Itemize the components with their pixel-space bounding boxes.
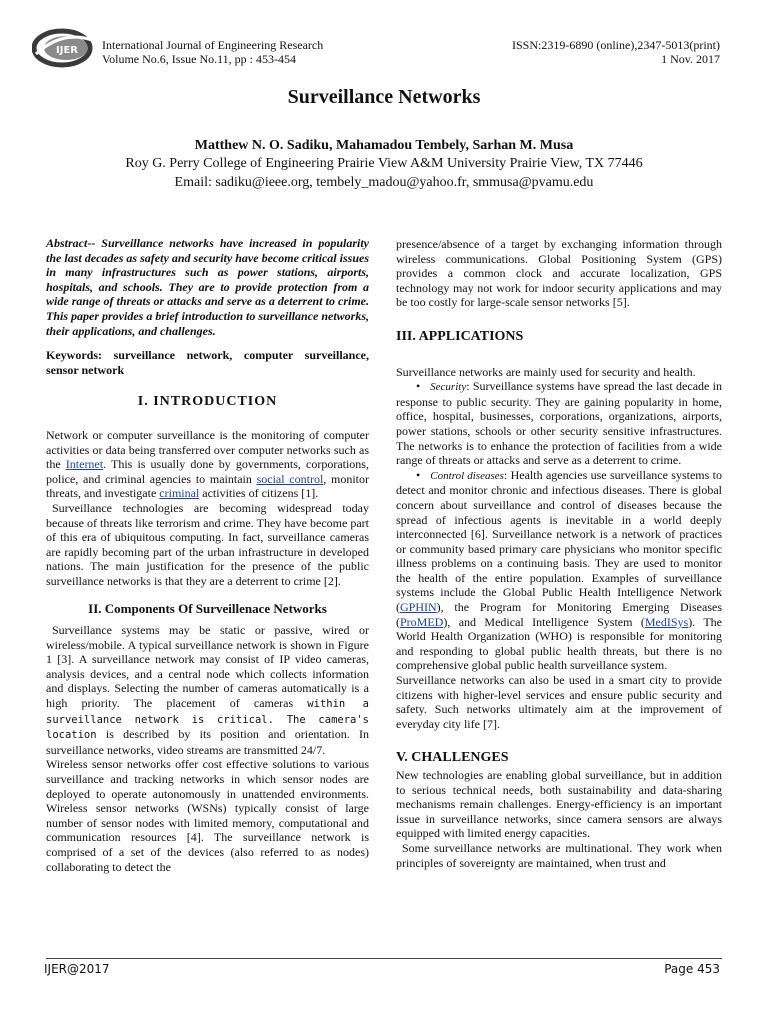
intro-paragraph-2: Surveillance technologies are becoming widespread today because of threats like terrorism and crime. They have become part of this era of ubiquitous computing. In fact, surveillance cameras are rapidly becoming part of the urban infrastructure in developed nations. The main justification for the presence of the public surveillance networks is that they are a deterrent to crime [2]. [46,500,369,588]
paper-email: Email: sadiku@ieee.org, tembely_madou@yahoo.fr, smmusa@pvamu.edu [174,175,594,190]
svg-text:IJER: IJER [56,45,78,56]
link-criminal[interactable]: criminal [159,486,200,501]
paper-authors: Matthew N. O. Sadiku, Mahamadou Tembely, Sarhan M. Musa [194,138,574,153]
bullet-security: • Security: Surveillance systems have spread the last decade in response to public security. They are gaining popularity in home, office, hospital, businesses, corporations, organizations, airports, power stations, schools or other security sensitive infrastructures. The networks is to enhance the protection of facilities from a wide range of threats or attacks and serve as a deterrent to crime. [396,379,723,468]
bullet-icon: • [416,379,421,394]
section-heading-components: II. Components Of Surveillenace Networks [88,601,327,617]
challenges-paragraph-1: New technologies are enabling global surveillance, but in addition to serious technical needs, both sustainability and data-sharing mechanisms remain challenges. Energy-efficiency is an important issue in surveillance networks, since camera sensors are always equipped with limited energy capacities. [396,768,722,841]
intro-paragraph-1: Network or computer surveillance is the monitoring of computer activities or data being transferred over computer networks such as the Internet. This is usually done by governments, corporations, police, and criminal agencies to maintain social control, monitor threats, and investigate criminal activities of citizens [1]. [46,427,369,501]
paper-title: Surveillance Networks [287,86,481,108]
journal-volume: Volume No.6, Issue No.11, pp : 453-454 [102,52,296,66]
journal-issn-block [512,38,720,66]
journal-date: 1 Nov. 2017 [661,52,720,66]
bullet-control-diseases: • Control diseases: Health agencies use surveillance systems to detect and monitor chronic and infectious diseases. There is global concern about surveillance and control of diseases because the spread of infectious agents is inevitable in a world deeply interconnected [6]. Surveillance network is a network of practices or community based primary care physicians who monitor specific illness problems on a continuing basis. They are used to monitor the health of the entire population. Examples of surveillance systems include the Global Public Health Intelligence Network (GPHIN), the Program for Monitoring Emerging Diseases (ProMED), and Medical Intelligence System (MedISys). The World Health Organization (WHO) is responsible for monitoring and responding to global public health threats, but there is no comprehensive global public health surveillance system. [396,467,723,673]
section-heading-applications: III. APPLICATIONS [396,328,524,344]
abstract: Abstract-- Surveillance networks have increased in popularity the last decades as safety and security have become critical issues in many infrastructures such as power stations, airports, hospitals, and schools. They are to provide protection from a wide range of threats or attacks and serve as a deterrent to crime. This paper provides a brief introduction to surveillance networks, their applications, and challenges. [46,236,370,338]
footer-page-number: Page 453 [664,962,720,976]
left-column [46,236,369,874]
section-heading-introduction: I. INTRODUCTION [137,394,278,410]
right-column [396,237,722,870]
journal-name: International Journal of Engineering Research [102,38,324,52]
link-internet[interactable]: Internet [65,457,104,472]
components-paragraph-2: Wireless sensor networks offer cost effective solutions to various surveillance and tracking networks in which sensor nodes are deployed to operate autonomously in unattended environments. Wireless sensor networks (WSNs) typically consist of large number of sensor nodes with limited memory, computational and communication resources [4]. The surveillance network is comprised of a set of the devices (also referred to as nodes) collaborating to detect the [46,757,369,874]
footer-copyright: IJER@2017 [44,962,110,976]
link-gphin[interactable]: GPHIN [400,600,437,615]
applications-intro: Surveillance networks are mainly used for security and health. [396,364,696,379]
smart-city-paragraph: Surveillance networks can also be used in a smart city to provide citizens with higher-level services and ensure public security and safety. Such networks ultimately aim at the improvement of everyday city life [7]. [396,673,722,731]
keywords: Keywords: surveillance network, computer surveillance, sensor network [46,348,369,377]
journal-logo [32,28,96,68]
bullet-icon: • [416,467,421,482]
section-heading-challenges: V. CHALLENGES [396,750,509,766]
continued-paragraph: presence/absence of a target by exchanging information through wireless communications. Global Positioning System (GPS) provides a common clock and accurate localization, GPS technology may not work for indoor security applications and may be too costly for large-scale sensor networks [5]. [396,237,722,310]
challenges-paragraph-2: Some surveillance networks are multinational. They work when principles of sovereignty are maintained, when trust and [396,840,722,870]
footer-divider [46,958,722,959]
link-medisys[interactable]: MedISys [644,614,689,629]
link-social-control[interactable]: social control [256,471,324,486]
link-promed[interactable]: ProMED [400,614,444,629]
journal-info [102,38,323,66]
page-header [0,0,768,80]
journal-issn: ISSN:2319-6890 (online),2347-5013(print) [512,38,720,52]
paper-affiliation: Roy G. Perry College of Engineering Prairie View A&M University Prairie View, TX 77446 [125,156,643,171]
components-paragraph-1: Surveillance systems may be static or passive, wired or wireless/mobile. A typical surveillance network is shown in Figure 1 [3]. A surveillance network may consist of IP video cameras, analysis devices, and a central node which collects information and displays. Selecting the number of cameras automatically is a high priority. The placement of cameras within a surveillance network is critical. The camera's location is described by its position and orientation. In surveillance networks, video streams are transmitted 24/7. [46,623,369,757]
